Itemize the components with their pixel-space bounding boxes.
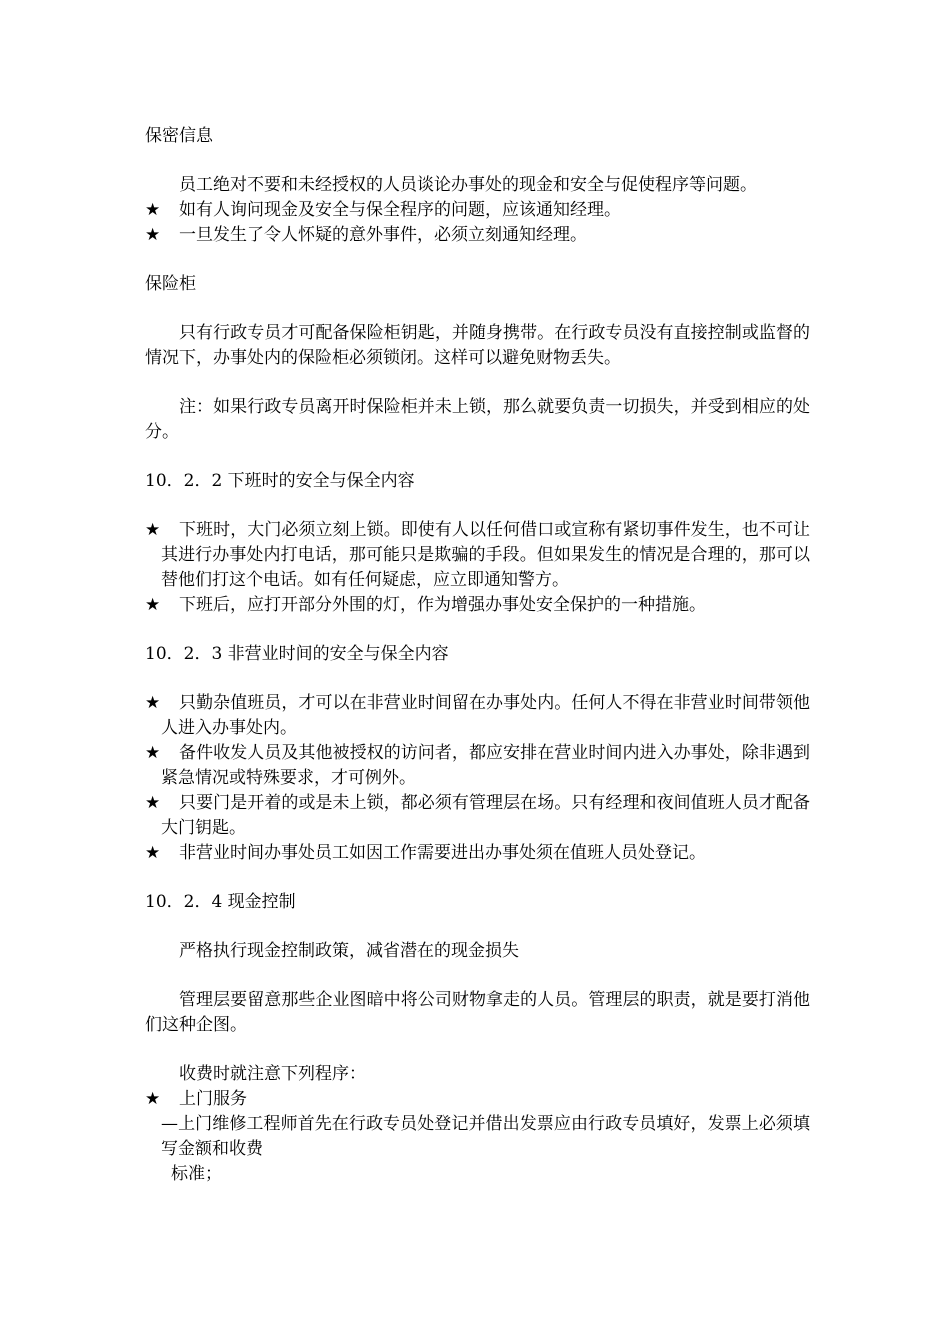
bullet-item: [145, 691, 810, 741]
dash-list-item-tail: 标准；: [171, 1164, 222, 1184]
bullet-text: 如有人询问现金及安全与保全程序的问题，应该通知经理。: [179, 200, 621, 220]
bullet-item: [145, 198, 810, 223]
bullet-text: 只勤杂值班员，才可以在非营业时间留在办事处内。任何人不得在非营业时间带领他人进入办事处内。: [161, 693, 810, 738]
bullet-text: 上门服务: [179, 1089, 247, 1109]
bullet-text: 备件收发人员及其他被授权的访问者，都应安排在营业时间内进入办事处，除非遇到紧急情况或特殊要求，才可例外。: [161, 743, 810, 788]
star-bullet-icon: ★: [145, 225, 161, 245]
document-page: [145, 124, 810, 1187]
bullet-item: [145, 741, 810, 791]
star-bullet-icon: ★: [145, 1089, 161, 1109]
paragraph-cash-procedure: 收费时就注意下列程序：: [179, 1064, 366, 1084]
bullet-item: [145, 1087, 810, 1112]
star-bullet-icon: ★: [145, 793, 161, 813]
star-bullet-icon: ★: [145, 595, 161, 615]
star-bullet-icon: ★: [145, 743, 161, 763]
bullet-item: [145, 791, 810, 841]
star-bullet-icon: ★: [145, 843, 161, 863]
paragraph-safe-note: 注：如果行政专员离开时保险柜并未上锁，那么就要负责一切损失，并受到相应的处分。: [145, 397, 810, 442]
paragraph-cash-management: 管理层要留意那些企业图暗中将公司财物拿走的人员。管理层的职责，就是要打消他们这种企图。: [145, 990, 810, 1035]
section-heading-confidential: 保密信息: [145, 126, 213, 146]
section-heading-safe: 保险柜: [145, 274, 196, 294]
bullet-text: 只要门是开着的或是未上锁，都必须有管理层在场。只有经理和夜间值班人员才配备大门钥匙。: [161, 793, 810, 838]
spacer: [145, 866, 810, 890]
spacer: [145, 248, 810, 272]
section-heading-cash: 10．2．4 现金控制: [145, 892, 296, 912]
paragraph-safe-keys: 只有行政专员才可配备保险柜钥匙，并随身携带。在行政专员没有直接控制或监督的情况下，办事处内的保险柜必须锁闭。这样可以避免财物丢失。: [145, 323, 810, 368]
dash-list-item: —上门维修工程师首先在行政专员处登记并借出发票应由行政专员填好，发票上必须填写金额和收费: [161, 1114, 810, 1159]
bullet-text: 非营业时间办事处员工如因工作需要进出办事处须在值班人员处登记。: [179, 843, 706, 863]
spacer: [145, 618, 810, 642]
paragraph-confidential-intro: 员工绝对不要和未经授权的人员谈论办事处的现金和安全与促使程序等问题。: [179, 175, 757, 195]
bullet-text: 一旦发生了令人怀疑的意外事件，必须立刻通知经理。: [179, 225, 587, 245]
bullet-text: 下班时，大门必须立刻上锁。即使有人以任何借口或宣称有紧切事件发生，也不可让其进行办事处内打电话，那可能只是欺骗的手段。但如果发生的情况是合理的，那可以替他们打这个电话。如有任何疑虑，应立即通知警方。: [161, 520, 810, 590]
star-bullet-icon: ★: [145, 520, 161, 540]
bullet-item: [145, 841, 810, 866]
section-heading-after-work: 10．2．2 下班时的安全与保全内容: [145, 471, 415, 491]
section-heading-non-business: 10．2．3 非营业时间的安全与保全内容: [145, 644, 449, 664]
bullet-text: 下班后，应打开部分外围的灯，作为增强办事处安全保护的一种措施。: [179, 595, 706, 615]
bullet-item: [145, 593, 810, 618]
bullet-item: [145, 223, 810, 248]
star-bullet-icon: ★: [145, 693, 161, 713]
star-bullet-icon: ★: [145, 200, 161, 220]
bullet-item: [145, 518, 810, 593]
paragraph-cash-policy: 严格执行现金控制政策，减省潜在的现金损失: [179, 941, 519, 961]
